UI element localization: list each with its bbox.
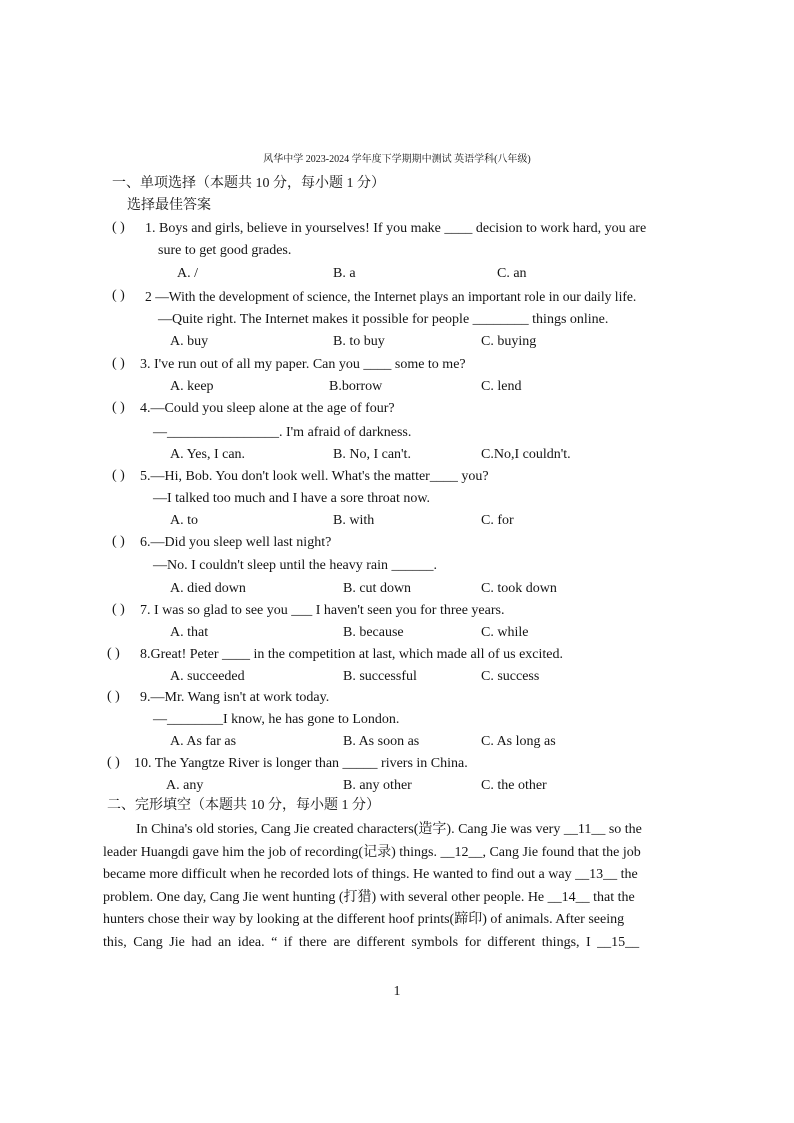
question-5-line-1: 5.—Hi, Bob. You don't look well. What's the matter____ you? (140, 469, 489, 484)
q3-option-b: B.borrow (329, 379, 383, 394)
answer-blank-q8[interactable]: ( ) (107, 646, 120, 661)
question-8-line-1: 8.Great! Peter ____ in the competition at last, which made all of us excited. (140, 647, 563, 662)
question-1-line-1: 1. Boys and girls, believe in yourselves! If you make ____ decision to work hard, you are (145, 221, 647, 236)
q9-option-c: C. As long as (481, 734, 556, 749)
question-2-line-1: 2 —With the development of science, the Internet plays an important role in our daily life. (145, 289, 637, 304)
passage-line-5: hunters chose their way by looking at the different hoof prints(蹄印) of animals. After seeing (103, 912, 625, 927)
question-5-line-2: —I talked too much and I have a sore throat now. (153, 491, 431, 506)
question-4-line-1: 4.—Could you sleep alone at the age of four? (140, 401, 395, 416)
answer-blank-q1[interactable]: ( ) (112, 220, 125, 235)
question-9-line-2: —________I know, he has gone to London. (153, 712, 400, 727)
q8-option-c: C. success (481, 669, 540, 684)
q8-option-b: B. successful (343, 669, 417, 684)
q5-option-a: A. to (170, 513, 198, 528)
answer-blank-q6[interactable]: ( ) (112, 534, 125, 549)
q6-option-a: A. died down (170, 581, 246, 596)
exam-title: 风华中学 2023-2024 学年度下学期期中测试 英语学科(八年级) (263, 154, 531, 165)
question-1-line-2: sure to get good grades. (158, 243, 292, 258)
q6-option-c: C. took down (481, 581, 557, 596)
section2-heading: 二、完形填空（本题共 10 分，每小题 1 分） (107, 798, 380, 813)
answer-blank-q10[interactable]: ( ) (107, 755, 120, 770)
answer-blank-q7[interactable]: ( ) (112, 602, 125, 617)
q1-option-c: C. an (497, 266, 527, 281)
q1-option-b: B. a (333, 266, 356, 281)
q4-option-a: A. Yes, I can. (170, 447, 246, 462)
passage-line-4: problem. One day, Cang Jie went hunting (打猎) with several other people. He __14__ that the (103, 890, 635, 905)
question-7-line-1: 7. I was so glad to see you ___ I haven't seen you for three years. (140, 603, 505, 618)
q10-option-b: B. any other (343, 778, 412, 793)
q2-option-b: B. to buy (333, 334, 385, 349)
q1-option-a: A. / (177, 266, 198, 281)
q7-option-b: B. because (343, 625, 404, 640)
q7-option-c: C. while (481, 625, 529, 640)
passage-line-1: In China's old stories, Cang Jie created characters(造字). Cang Jie was very __11__ so the (136, 822, 642, 837)
question-3-line-1: 3. I've run out of all my paper. Can you ____ some to me? (140, 357, 466, 372)
q10-option-a: A. any (166, 778, 204, 793)
page-number: 1 (393, 984, 401, 999)
q8-option-a: A. succeeded (170, 669, 245, 684)
answer-blank-q4[interactable]: ( ) (112, 400, 125, 415)
section1-heading: 一、单项选择（本题共 10 分，每小题 1 分） (112, 176, 385, 191)
passage-line-6: this, Cang Jie had an idea. “ if there are different symbols for different things, I __15__ (103, 935, 640, 950)
q7-option-a: A. that (170, 625, 209, 640)
q4-option-c: C.No,I couldn't. (481, 447, 571, 462)
question-6-line-2: —No. I couldn't sleep until the heavy rain ______. (153, 558, 438, 573)
question-4-line-2: —________________. I'm afraid of darkness. (153, 425, 412, 440)
q3-option-c: C. lend (481, 379, 522, 394)
q9-option-b: B. As soon as (343, 734, 420, 749)
section1-instruction: 选择最佳答案 (127, 198, 211, 213)
q2-option-c: C. buying (481, 334, 537, 349)
question-10-line-1: 10. The Yangtze River is longer than _____ rivers in China. (134, 756, 468, 771)
passage-line-2: leader Huangdi gave him the job of recording(记录) things. __12__, Cang Jie found that the job (103, 845, 641, 860)
question-9-line-1: 9.—Mr. Wang isn't at work today. (140, 690, 330, 705)
q9-option-a: A. As far as (170, 734, 237, 749)
passage-line-3: became more difficult when he recorded lots of things. He wanted to find out a way __13__ the (103, 867, 638, 882)
q10-option-c: C. the other (481, 778, 547, 793)
q2-option-a: A. buy (170, 334, 209, 349)
question-2-line-2: —Quite right. The Internet makes it possible for people ________ things online. (158, 312, 609, 327)
q5-option-b: B. with (333, 513, 375, 528)
q4-option-b: B. No, I can't. (333, 447, 411, 462)
q3-option-a: A. keep (170, 379, 214, 394)
answer-blank-q9[interactable]: ( ) (107, 689, 120, 704)
answer-blank-q2[interactable]: ( ) (112, 288, 125, 303)
q5-option-c: C. for (481, 513, 514, 528)
answer-blank-q5[interactable]: ( ) (112, 468, 125, 483)
question-6-line-1: 6.—Did you sleep well last night? (140, 535, 332, 550)
q6-option-b: B. cut down (343, 581, 412, 596)
answer-blank-q3[interactable]: ( ) (112, 356, 125, 371)
